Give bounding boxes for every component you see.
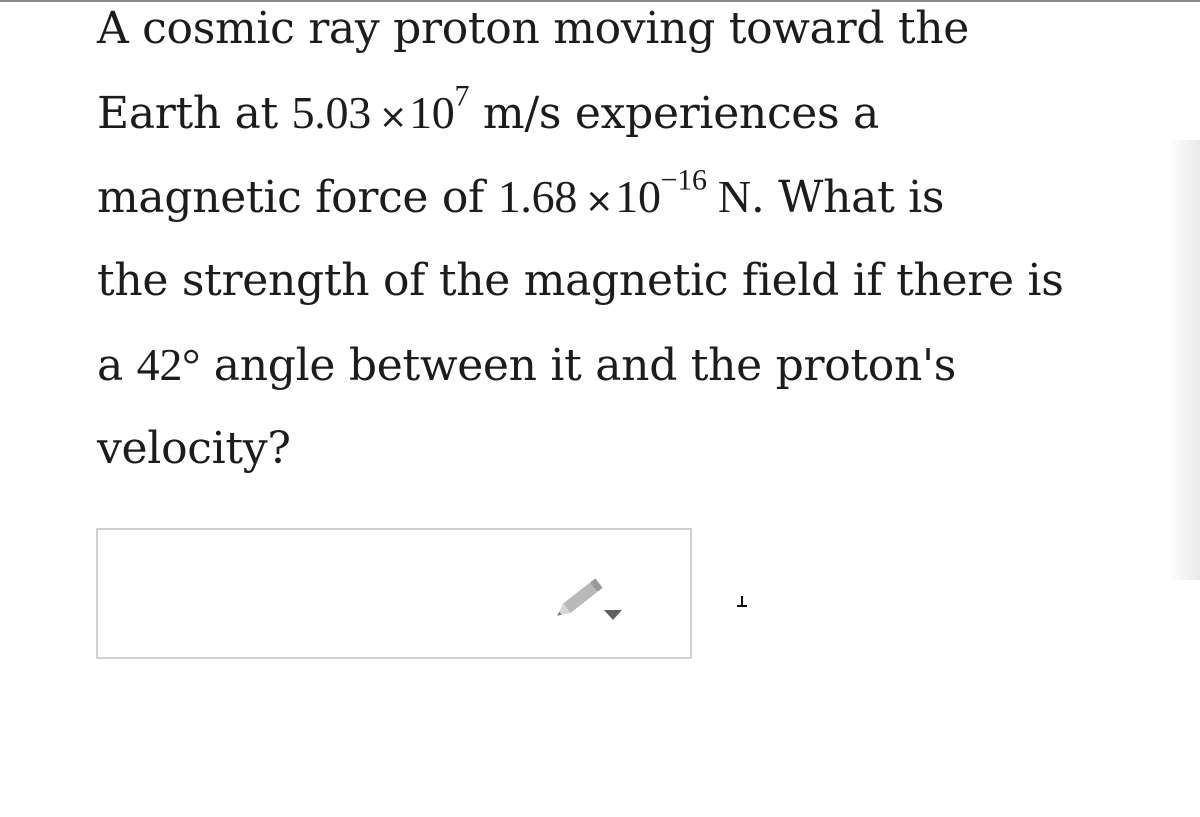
question-line-2 [97, 71, 1157, 155]
question-text-segment: a [97, 340, 137, 391]
question-text-segment: magnetic force of [97, 172, 498, 223]
speed-base: 10 [409, 87, 455, 138]
question-text-segment: angle between it and the proton's [200, 340, 957, 391]
text-cursor-icon [735, 594, 749, 608]
question-line-5 [97, 323, 1157, 407]
speed-unit: m/s [469, 88, 562, 139]
force-value [497, 163, 751, 222]
angle-value: 42° [136, 339, 201, 390]
force-mantissa: 1.68 [497, 171, 578, 222]
speed-exponent: 7 [454, 79, 470, 113]
force-exponent: −16 [660, 163, 707, 197]
speed-value [291, 79, 470, 138]
force-base: 10 [615, 171, 661, 222]
times-symbol: × [378, 97, 408, 137]
question-text-segment: . What is [750, 172, 945, 223]
question-line-4: the strength of the magnetic field if there is [97, 255, 1064, 306]
force-unit: N [706, 171, 751, 222]
question-text-segment: Earth at [97, 88, 292, 139]
question-text [97, 0, 1157, 491]
times-symbol: × [585, 181, 614, 221]
scroll-shadow [1168, 140, 1200, 580]
pencil-dropdown-icon[interactable] [556, 572, 624, 620]
question-line-3 [97, 155, 1157, 239]
question-line-1: A cosmic ray proton moving toward the [97, 3, 970, 54]
speed-mantissa: 5.03 [291, 87, 371, 138]
question-text-segment: experiences a [561, 88, 879, 139]
question-line-6: velocity? [97, 423, 291, 474]
